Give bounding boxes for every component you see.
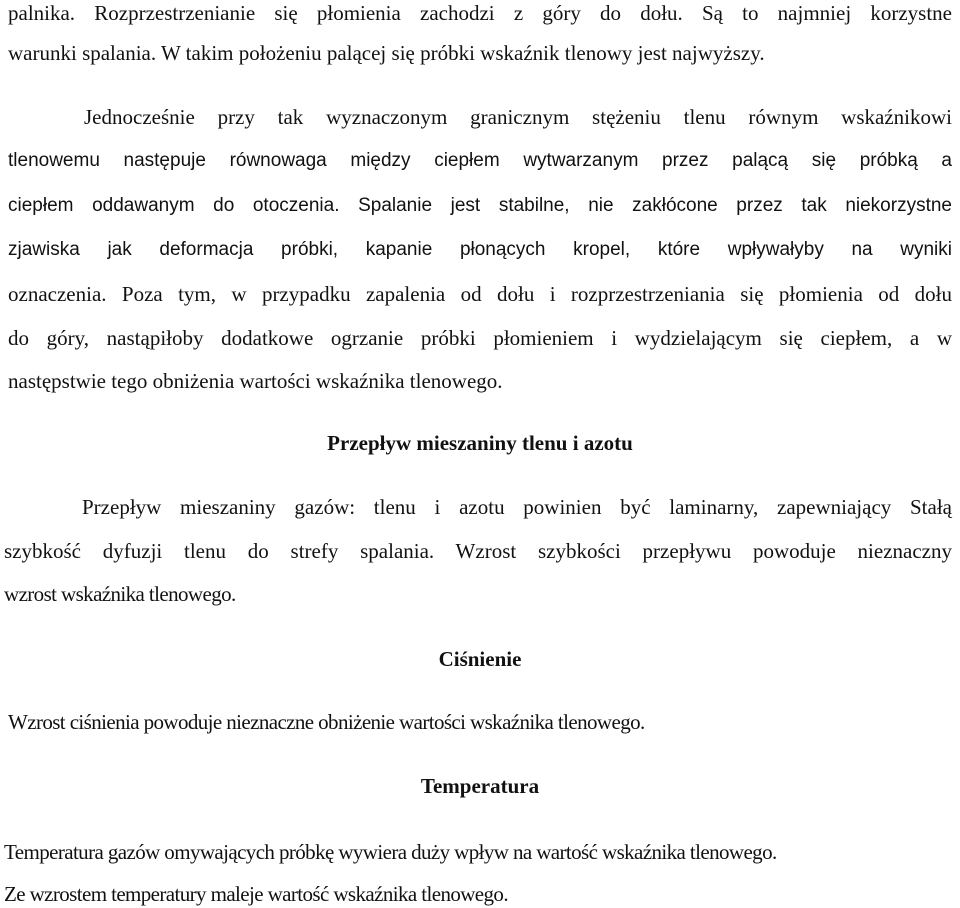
paragraph-line: Jednocześnie przy tak wyznaczonym granicznym stężeniu tlenu równym wskaźnikowi (84, 105, 952, 129)
paragraph-line: warunki spalania. W takim położeniu palącej się próbki wskaźnik tlenowy jest najwyższy. (8, 41, 765, 65)
paragraph-line: Wzrost ciśnienia powoduje nieznaczne obniżenie wartości wskaźnika tlenowego. (8, 710, 645, 734)
paragraph-line: Temperatura gazów omywających próbkę wywiera duży wpływ na wartość wskaźnika tlenowego. (4, 840, 777, 864)
paragraph-line: tlenowemu następuje równowaga między ciepłem wytwarzanym przez palącą się próbką a (8, 150, 952, 171)
paragraph-line: zjawiska jak deformacja próbki, kapanie płonących kropel, które wpływałyby na wyniki (8, 239, 952, 260)
section-heading-flow: Przepływ mieszaniny tlenu i azotu (327, 431, 633, 455)
paragraph-line: Przepływ mieszaniny gazów: tlenu i azotu powinien być laminarny, zapewniający Stałą (82, 495, 952, 519)
paragraph-line: wzrost wskaźnika tlenowego. (4, 582, 236, 606)
section-heading-pressure: Ciśnienie (438, 647, 522, 671)
paragraph-line: oznaczenia. Poza tym, w przypadku zapalenia od dołu i rozprzestrzeniania się płomienia od dołu (8, 282, 952, 306)
paragraph-line: ciepłem oddawanym do otoczenia. Spalanie jest stabilne, nie zakłócone przez tak niekorzystne (8, 195, 952, 216)
paragraph-line: Ze wzrostem temperatury maleje wartość wskaźnika tlenowego. (4, 882, 508, 906)
section-heading-temperature: Temperatura (420, 774, 540, 798)
paragraph-line: palnika. Rozprzestrzenianie się płomienia zachodzi z góry do dołu. Są to najmniej korzystne (8, 1, 952, 25)
paragraph-line: do góry, nastąpiłoby dodatkowe ogrzanie próbki płomieniem i wydzielającym się ciepłem, a w (8, 326, 952, 350)
paragraph-line: szybkość dyfuzji tlenu do strefy spalania. Wzrost szybkości przepływu powoduje nieznaczny (4, 539, 952, 563)
paragraph-line: następstwie tego obniżenia wartości wskaźnika tlenowego. (8, 369, 503, 393)
